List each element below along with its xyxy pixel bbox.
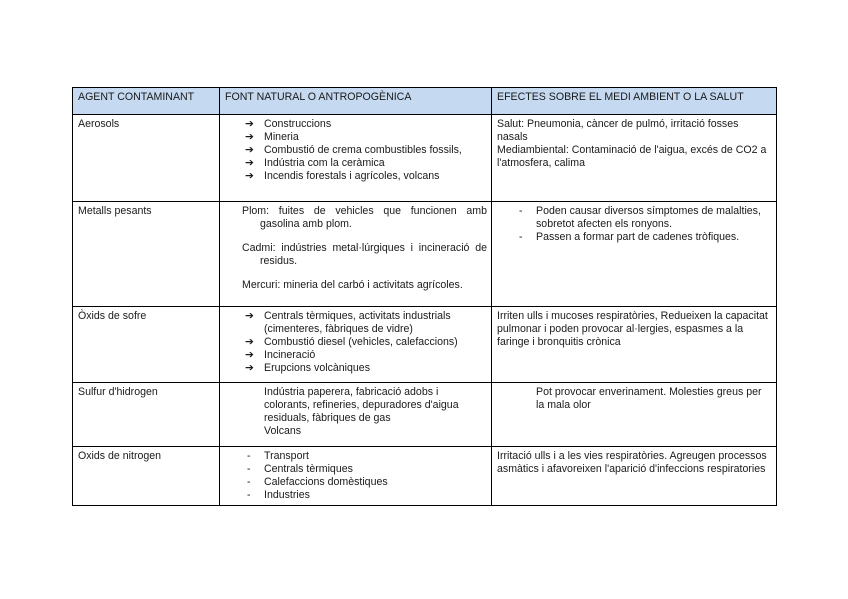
arrow-icon: ➔ [245,118,254,130]
dash-icon: - [519,205,523,217]
effect-text: Mediambiental: Contaminació de l'aigua, excés de CO2 a l'atmosfera, calima [497,144,767,169]
table-row [73,307,777,383]
effects-block [497,386,771,412]
list-item: - Industries [247,489,310,501]
source-cell [220,447,492,506]
arrow-icon: ➔ [245,362,254,374]
dash-icon: - [247,476,251,488]
source-cell [220,383,492,447]
effects-cell [492,447,777,506]
agent-cell: Aerosols [73,115,220,202]
list-item: ➔ Incendis forestals i agrícoles, volcans [245,170,440,182]
header-source: FONT NATURAL O ANTROPOGÈNICA [220,88,492,115]
arrow-icon: ➔ [245,157,254,169]
agent-cell: Òxids de sofre [73,307,220,383]
arrow-icon: ➔ [245,144,254,156]
effects-cell [492,202,777,307]
list-item: - Centrals tèrmiques [247,463,353,475]
effect-text: Pot provocar enverinament. Molesties greus per la mala olor [536,386,762,411]
source-text: Mercuri: mineria del carbó i activitats agrícoles. [242,279,463,291]
table-row [73,447,777,506]
effect-text: Irriten ulls i mucoses respiratòries, Redueixen la capacitat pulmonar i poden provocar al·lergies, espasmes a la faringe i bronquitis crònica [497,310,768,348]
list-item: ➔ Incineració [245,349,316,361]
source-cell [220,202,492,307]
dash-icon: - [247,450,251,462]
effects-cell [492,307,777,383]
source-list [225,118,486,183]
table-row [73,202,777,307]
list-item: - Transport [247,450,309,462]
list-item: ➔ Mineria [245,131,299,143]
dash-icon: - [519,231,523,243]
source-text: Indústria paperera, fabricació adobs i colorants, refineries, depuradores d'aigua residuals, fàbriques de gas [264,386,459,424]
source-list [225,450,486,502]
dash-icon: - [247,489,251,501]
header-agent: AGENT CONTAMINANT [73,88,220,115]
source-text: Volcans [264,425,302,437]
table-row [73,115,777,202]
source-text: Plom: fuites de vehicles que funcionen amb gasolina amb plom. [242,205,487,230]
list-item: ➔ Combustió de crema combustibles fossils, [245,144,462,156]
source-list [225,310,486,375]
effect-text: Irritació ulls i a les vies respiratòries. Agreugen processos asmàtics i afavoreixen l'aparició d'infeccions respiratories [497,450,767,475]
header-effects: EFECTES SOBRE EL MEDI AMBIENT O LA SALUT [492,88,777,115]
table-row [73,383,777,447]
effect-text: Salut: Pneumonia, càncer de pulmó, irritació fosses nasals [497,118,739,143]
arrow-icon: ➔ [245,170,254,182]
agent-cell: Oxids de nitrogen [73,447,220,506]
source-cell [220,307,492,383]
list-item: - Passen a formar part de cadenes tròfiques. [519,231,740,243]
list-item: ➔ Combustió diesel (vehicles, calefaccions) [245,336,458,348]
arrow-icon: ➔ [245,349,254,361]
pollutants-table [72,87,777,506]
list-item: ➔ Construccions [245,118,332,130]
effects-cell [492,383,777,447]
source-cell [220,115,492,202]
list-item: - Poden causar diversos símptomes de malalties, sobretot afecten els ronyons. [519,205,761,230]
arrow-icon: ➔ [245,310,254,322]
table-header-row [73,88,777,115]
arrow-icon: ➔ [245,131,254,143]
source-block [225,386,486,438]
effects-cell [492,115,777,202]
list-item: ➔ Centrals tèrmiques, activitats industrials (cimenteres, fàbriques de vidre) [245,310,451,335]
dash-icon: - [247,463,251,475]
agent-cell: Sulfur d'hidrogen [73,383,220,447]
list-item: - Calefaccions domèstiques [247,476,388,488]
agent-cell: Metalls pesants [73,202,220,307]
list-item: ➔ Indústria com la ceràmica [245,157,385,169]
list-item: ➔ Erupcions volcàniques [245,362,370,374]
source-text: Cadmi: indústries metal·lúrgiques i incineració de residus. [242,242,487,267]
effects-list [497,205,771,244]
arrow-icon: ➔ [245,336,254,348]
